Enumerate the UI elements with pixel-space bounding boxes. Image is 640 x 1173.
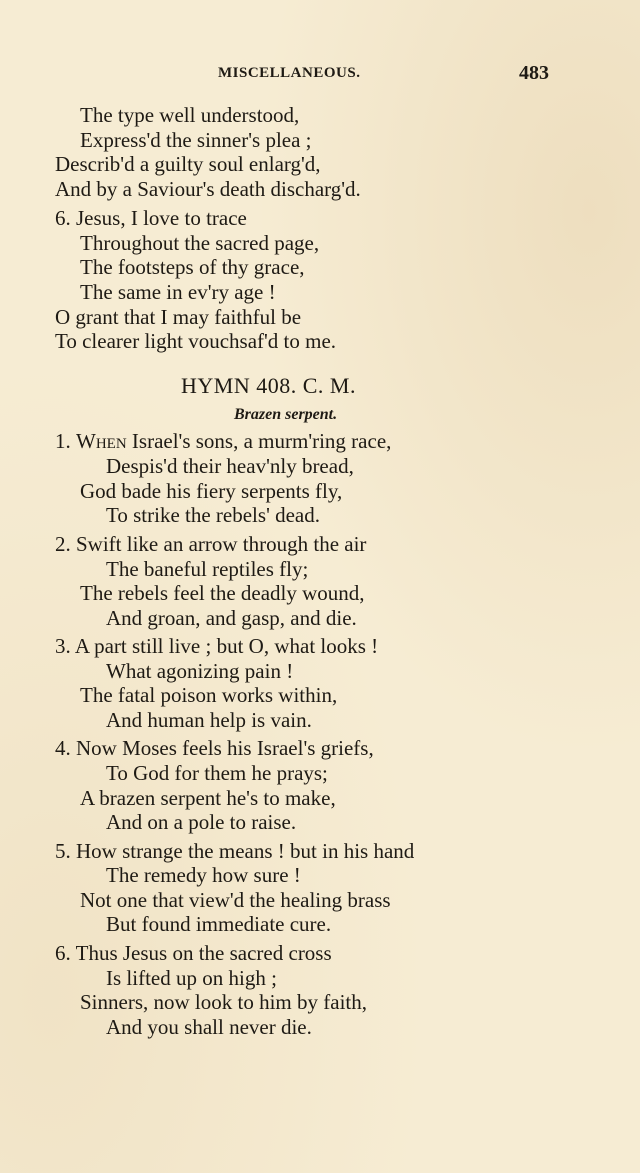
- verse-number: 5.: [55, 839, 71, 863]
- verse-text: Swift like an arrow through the air: [76, 532, 367, 556]
- verse-text: Thus Jesus on the sacred cross: [75, 941, 332, 965]
- verse-line: Despis'd their heav'nly bread,: [106, 454, 354, 478]
- verse-line: And groan, and gasp, and die.: [106, 606, 357, 630]
- running-title: MISCELLANEOUS.: [218, 65, 361, 81]
- verse-number: 2.: [55, 532, 71, 556]
- verse-line: The fatal poison works within,: [80, 683, 338, 707]
- verse-line: A brazen serpent he's to make,: [80, 786, 336, 810]
- verse-text: Jesus, I love to trace: [76, 206, 247, 230]
- verse-line: To God for them he prays;: [106, 761, 328, 785]
- verse-line: What agonizing pain !: [106, 659, 294, 683]
- prev-verse-line: Throughout the sacred page,: [80, 231, 320, 255]
- verse-number: 4.: [55, 736, 71, 760]
- verse-line: And human help is vain.: [106, 708, 312, 732]
- running-header: [0, 62, 640, 86]
- verse-line: The remedy how sure !: [106, 863, 301, 887]
- verse-line: Is lifted up on high ;: [106, 966, 277, 990]
- verse-number: 1.: [55, 429, 71, 453]
- verse-number: 6.: [55, 941, 71, 965]
- verse-first-line: [55, 736, 374, 760]
- verse-line: And you shall never die.: [106, 1015, 312, 1039]
- verse-first-line: [55, 532, 366, 556]
- page-number: 483: [519, 62, 549, 84]
- verse-first-line: [55, 839, 414, 863]
- verse-line: Not one that view'd the healing brass: [80, 888, 391, 912]
- prev-verse-line: O grant that I may faithful be: [55, 305, 302, 329]
- verse-text: Israel's sons, a murm'ring race,: [126, 429, 392, 453]
- verse-text: How strange the means ! but in his hand: [76, 839, 415, 863]
- verse-line: And on a pole to raise.: [106, 810, 297, 834]
- hymn-subtitle: Brazen serpent.: [234, 406, 338, 423]
- prev-verse-line: The same in ev'ry age !: [80, 280, 276, 304]
- verse-line: The baneful reptiles fly;: [106, 557, 309, 581]
- verse-line: The rebels feel the deadly wound,: [80, 581, 365, 605]
- prev-verse-line: To clearer light vouchsaf'd to me.: [55, 329, 337, 353]
- verse-number: 6.: [55, 206, 71, 230]
- prev-hymn-line: And by a Saviour's death discharg'd.: [55, 177, 361, 201]
- verse-text: Now Moses feels his Israel's griefs,: [76, 736, 374, 760]
- verse-line: God bade his fiery serpents fly,: [80, 479, 343, 503]
- prev-hymn-line: Describ'd a guilty soul enlarg'd,: [55, 152, 321, 176]
- prev-hymn-line: Express'd the sinner's plea ;: [80, 128, 312, 152]
- prev-hymn-line: The type well understood,: [80, 103, 300, 127]
- prev-verse-first-line: [55, 206, 247, 230]
- verse-first-word: When: [76, 429, 127, 453]
- verse-first-line: [55, 429, 391, 453]
- verse-first-line: [55, 941, 332, 965]
- verse-first-line: [55, 634, 378, 658]
- verse-line: Sinners, now look to him by faith,: [80, 990, 367, 1014]
- hymn-heading: HYMN 408. C. M.: [181, 373, 356, 398]
- verse-line: To strike the rebels' dead.: [106, 503, 320, 527]
- prev-verse-line: The footsteps of thy grace,: [80, 255, 305, 279]
- verse-number: 3.: [55, 634, 71, 658]
- verse-line: But found immediate cure.: [106, 912, 332, 936]
- verse-text: A part still live ; but O, what looks !: [74, 634, 379, 658]
